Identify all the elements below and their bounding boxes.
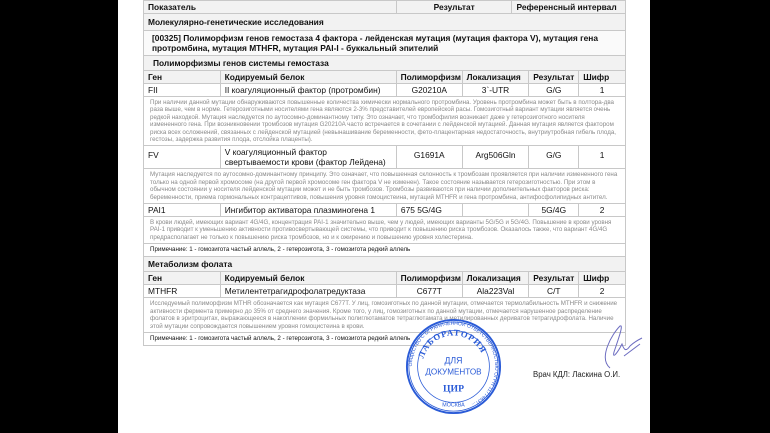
header-indicator: Показатель [144, 1, 397, 13]
group-row [143, 257, 626, 272]
location: Ala223Val [463, 285, 530, 297]
gene: MTHFR [144, 285, 221, 297]
table-row [143, 146, 626, 169]
description-row [143, 298, 626, 333]
group-title: Полиморфизмы генов системы гемостаза [153, 58, 329, 68]
col-result: Результат [529, 71, 579, 83]
gene: FII [144, 84, 221, 96]
section-row [143, 14, 626, 31]
col-protein: Кодируемый белок [221, 71, 397, 83]
col-protein: Кодируемый белок [221, 272, 397, 284]
note: Примечание: 1 - гомозигота частый аллель, 2 - гетерозигота, 3 - гомозигота редкий аллель [150, 334, 411, 342]
code: 2 [599, 286, 605, 297]
protein: V коагуляционный фактор свертываемости крови (фактор Лейдена) [221, 146, 397, 168]
columns-header [143, 71, 626, 84]
group-row [143, 56, 626, 71]
description-row [143, 97, 626, 146]
location [463, 204, 530, 216]
stamp-center-2: ДОКУМЕНТОВ [425, 367, 482, 377]
description-row [143, 169, 626, 204]
note: Примечание: 1 - гомозигота частый аллель, 2 - гетерозигота, 3 - гомозигота редкий аллель [150, 246, 411, 254]
header-result: Результат [397, 1, 513, 13]
result: G/G [529, 146, 579, 168]
col-location: Локализация [463, 71, 530, 83]
group-title: Метаболизм фолата [148, 259, 233, 270]
code: 1 [599, 150, 605, 161]
description: В крови людей, имеющих вариант 4G/4G, концентрация PAI-1 значительно выше, чем у людей, имеющих варианты 5G/5G и 5G/4G. Повышение в крови уровня PAI-1 приводит к уменьшению активности противосвертывающей системы, что приводит к повышению риска тромбозов. Оказалось также, что вариант 4G/4G предрасполагает не только к повышению риска тромбозов, но и к ожирению и повышению уровня холестерина. [150, 219, 612, 241]
signature [588, 322, 643, 377]
protein: Метилентетрагидрофолатредуктаза [221, 285, 397, 297]
result: G/G [529, 84, 579, 96]
polymorphism: G1691A [397, 146, 463, 168]
stamp-bottom: ЦИР [443, 383, 464, 395]
stamp-center-1: ДЛЯ [444, 355, 463, 366]
protein: II коагуляционный фактор (протромбин) [221, 84, 397, 96]
col-gene: Ген [144, 71, 221, 83]
protein: Ингибитор активатора плазминогена 1 [221, 204, 397, 216]
table-header [143, 0, 626, 14]
description: Исследуемый полиморфизм MTHR обозначается как мутация C677T. У лиц, гомозиготных по данной мутации, отмечается термолабильность MTHFR и снижение активности фермента примерно до 35% от среднего значения. Кроме того, у лиц, гомозиготных по данной мутации, отмечается нарушенное распределение фолатов в эритроцитах, выражающееся в накоплении формильных полиглютаматов тетраглютамата и метилированных дериватов тетрагидрофолата. Наличие этой мутации сопровождается повышением уровня гомоцистеина в крови. [150, 300, 618, 330]
results-table [143, 0, 626, 346]
section-title: Молекулярно-генетические исследования [148, 17, 324, 27]
header-reference: Референсный интервал [516, 2, 617, 12]
location: 3`-UTR [463, 84, 530, 96]
doctor-name: Врач КДЛ: Ласкина О.И. [533, 370, 621, 379]
table-row [143, 84, 626, 97]
location: Arg506Gln [463, 146, 530, 168]
code: 1 [599, 85, 605, 95]
test-title: [00325] Полиморфизм генов гемостаза 4 фактора - лейденская мутация (мутация фактора V), мутация гена протромбина, мутация MTHFR, мутация PAI-I - буккальный эпителий [152, 33, 598, 53]
test-row [143, 31, 626, 56]
col-code: Шифр [583, 72, 610, 82]
table-row [143, 285, 626, 298]
report-page [118, 0, 650, 433]
stamp-city: МОСКВА [442, 402, 465, 409]
code: 2 [599, 205, 605, 216]
stamp-middle-text: ЛАБОРАТОРИЯ [415, 327, 489, 360]
note-row [143, 333, 626, 346]
col-code: Шифр [583, 273, 610, 284]
col-result: Результат [529, 272, 579, 284]
table-row [143, 204, 626, 217]
lab-stamp [405, 318, 502, 415]
col-location: Локализация [463, 272, 530, 284]
polymorphism: C677T [397, 285, 463, 297]
columns-header [143, 272, 626, 285]
description: Мутация наследуется по аутосомно-доминантному принципу. Это означает, что повышенная склонность к тромбозам проявляется при наличии измененного гена только на одной первой хромосоме (на другой первой хромосоме ген фактора V не изменен). Такое состояние называется гетерозиготностью. При этом в обычном состоянии у носителя лейденской мутации может и не быть тромбозов. Тромбозы развиваются при наличии дополнительных факторов риска: беременности, приема гормональных контрацептивов, повышения уровня гомоцистеина, мутаций MTHFR и гена протромбина, антифосфолипидных антител. [150, 171, 618, 201]
result: C/T [529, 285, 579, 297]
polymorphism: 675 5G/4G [397, 204, 463, 216]
note-row [143, 244, 626, 257]
col-gene: Ген [144, 272, 221, 284]
result: 5G/4G [529, 204, 579, 216]
polymorphism: G20210A [397, 84, 463, 96]
col-polymorphism: Полиморфизм [397, 71, 463, 83]
col-polymorphism: Полиморфизм [397, 272, 463, 284]
stamp-outer-text: ОБЩЕСТВО С ОГРАНИЧЕННОЙ ОТВЕТСТВЕННОСТЬЮ ОГРН 11774637... [407, 320, 500, 408]
description: При наличии данной мутации обнаруживаются повышенные количества химически нормального протромбина. Уровень протромбина может быть в полтора-два раза выше, чем в норме. Гетерозиготными носителями гена являются 2-3% представителей европейской расы. Гомозиготный вариант мутации является очень редкой находкой. Мутация наследуется по аутосомно-доминантному типу. Это означает, что тромбофилия возникает даже у гетерозиготного носителя измененного гена. При возникновении тромбозов мутация G20210A часто встречается в сочетании с лейденской мутацией. Данная мутация является фактором риска всех осложнений, связанных с лейденской мутацией (невынашивание беременности, фето-плацентарная недостаточность, внутриутробная гибель плода, гестозы, задержка развития плода, отслойка плаценты). [150, 99, 617, 144]
description-row [143, 217, 626, 244]
gene: PAI1 [144, 204, 221, 216]
gene: FV [144, 146, 221, 168]
